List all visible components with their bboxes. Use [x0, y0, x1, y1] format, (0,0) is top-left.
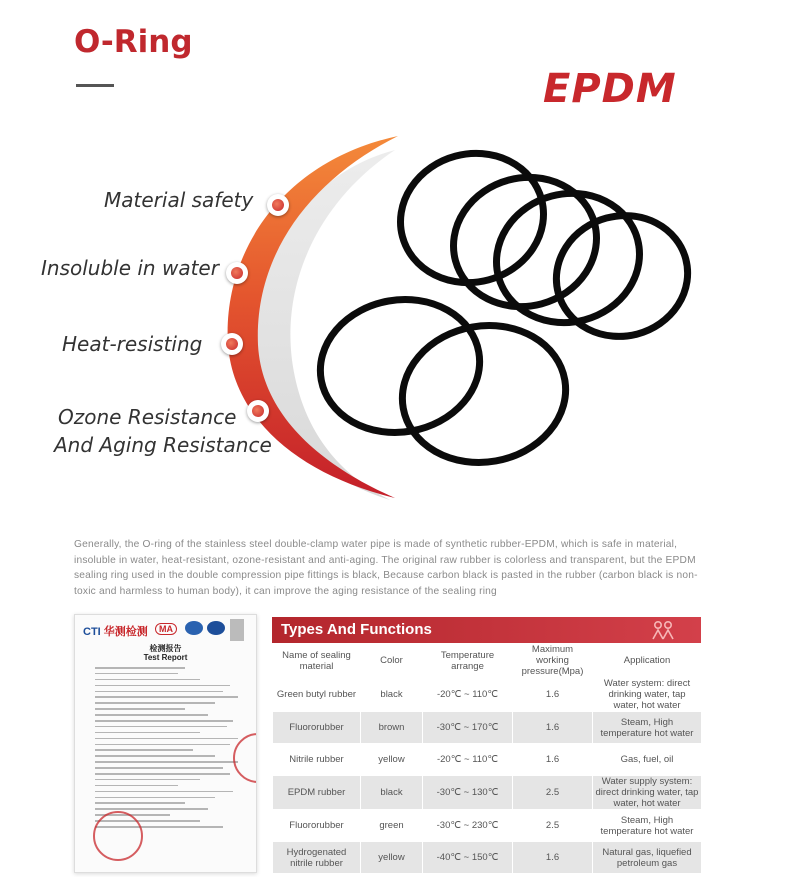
certificate-title-en: Test Report — [143, 653, 188, 662]
table-cell: Water supply system: direct drinking water, tap water, hot water — [593, 776, 702, 810]
table-cell: black — [361, 776, 423, 810]
column-header: Color — [361, 644, 423, 678]
table-cell: green — [361, 810, 423, 842]
column-header: Maximum working pressure(Mpa) — [513, 644, 593, 678]
table-cell: Water system: direct drinking water, tap water, hot water — [593, 678, 702, 712]
table-cell: 1.6 — [513, 712, 593, 744]
feature-material-safety: Material safety — [104, 188, 254, 212]
table-cell: -20℃ ~ 110℃ — [423, 744, 513, 776]
table-title: Types And Functions — [281, 621, 432, 638]
accreditation-badge-icon — [185, 621, 203, 635]
types-functions-table — [272, 617, 701, 871]
table-cell: Green butyl rubber — [273, 678, 361, 712]
page-title: O-Ring — [74, 24, 193, 60]
feature-ozone-resistance: Ozone Resistance — [58, 405, 237, 429]
table-cell: Fluororubber — [273, 810, 361, 842]
certificate-body-text — [95, 667, 245, 832]
feature-heat-resisting: Heat-resisting — [62, 332, 203, 356]
table-row — [273, 678, 702, 712]
table-cell: 2.5 — [513, 776, 593, 810]
table-cell: Hydrogenated nitrile rubber — [273, 842, 361, 874]
table-cell: 2.5 — [513, 810, 593, 842]
table-header-bar — [272, 617, 701, 643]
table-row — [273, 712, 702, 744]
column-header: Application — [593, 644, 702, 678]
table-cell: Fluororubber — [273, 712, 361, 744]
feature-bullet-icon — [221, 333, 243, 355]
types-table — [272, 643, 702, 874]
people-icon — [651, 620, 675, 640]
feature-bullet-icon — [267, 194, 289, 216]
feature-bullet-icon — [247, 400, 269, 422]
table-row — [273, 744, 702, 776]
table-cell: -30℃ ~ 130℃ — [423, 776, 513, 810]
o-rings-image — [310, 138, 702, 476]
table-header-row — [273, 644, 702, 678]
cnas-badge-icon — [207, 621, 225, 635]
table-row — [273, 776, 702, 810]
table-cell: -20℃ ~ 110℃ — [423, 678, 513, 712]
table-cell: brown — [361, 712, 423, 744]
description-paragraph: Generally, the O-ring of the stainless steel double-clamp water pipe is made of synthetic rubber-EPDM, which is safe in material, insoluble in water, heat-resistant, ozone-resistant and anti-aging. The original raw rubber is colorless and transparent, but the EPDM sealing ring used in the double compression pipe fittings is black, Because carbon black is pasted in the rubber (carbon black is non-toxic and harmless to human body), it can improve the aging resistance of the sealing ring — [74, 539, 698, 597]
table-cell: yellow — [361, 744, 423, 776]
table-cell: Natural gas, liquefied petroleum gas — [593, 842, 702, 874]
table-cell: -30℃ ~ 230℃ — [423, 810, 513, 842]
brand-heading: EPDM — [543, 66, 677, 112]
ma-badge: MA — [155, 623, 177, 635]
feature-aging-resistance: And Aging Resistance — [54, 433, 272, 457]
table-cell: Nitrile rubber — [273, 744, 361, 776]
table-cell: 1.6 — [513, 678, 593, 712]
feature-insoluble-in-water: Insoluble in water — [41, 256, 219, 280]
table-cell: EPDM rubber — [273, 776, 361, 810]
certificate-title-cn: 检测报告 — [149, 644, 182, 653]
table-cell: yellow — [361, 842, 423, 874]
certificate-stamp — [93, 811, 143, 861]
table-cell: Steam, High temperature hot water — [593, 712, 702, 744]
test-report-certificate — [74, 614, 257, 873]
table-cell: Gas, fuel, oil — [593, 744, 702, 776]
table-row — [273, 810, 702, 842]
qr-code-icon — [230, 619, 244, 641]
table-cell: 1.6 — [513, 744, 593, 776]
column-header: Temperature arrange — [423, 644, 513, 678]
feature-bullet-icon — [226, 262, 248, 284]
table-cell: black — [361, 678, 423, 712]
column-header: Name of sealing material — [273, 644, 361, 678]
cti-logo: CTI 华测检测 — [83, 626, 148, 638]
table-cell: Steam, High temperature hot water — [593, 810, 702, 842]
table-cell: -40℃ ~ 150℃ — [423, 842, 513, 874]
table-cell: -30℃ ~ 170℃ — [423, 712, 513, 744]
table-row — [273, 842, 702, 874]
table-cell: 1.6 — [513, 842, 593, 874]
